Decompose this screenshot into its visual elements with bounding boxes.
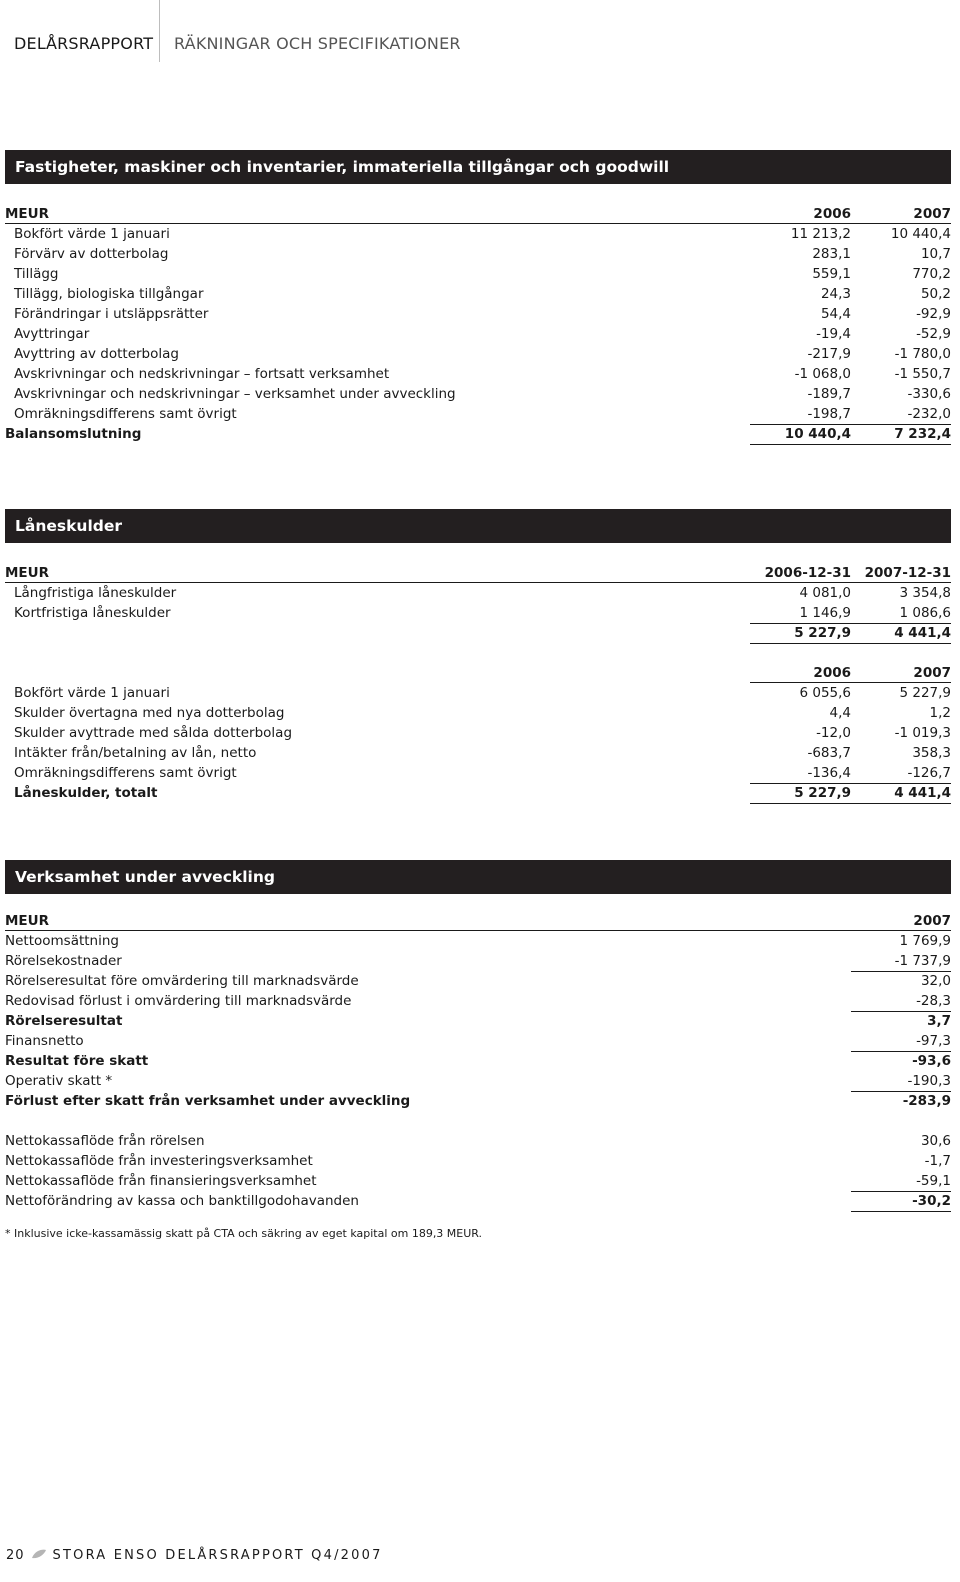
spacer [5,1111,951,1131]
table-row: Finansnetto -97,3 [5,1033,951,1049]
table-row: Tillägg 559,1 770,2 [14,266,951,282]
header-section: DELÅRSRAPPORT [14,34,154,53]
loans-total-top-rule [750,783,951,784]
table-row: Avyttringar -19,4 -52,9 [14,326,951,342]
table-row: Skulder övertagna med nya dotterbolag 4,4 1,2 [14,705,951,721]
loans-col1: 2006-12-31 [764,565,851,581]
table-row: Skulder avyttrade med sålda dotterbolag -12,0 -1 019,3 [14,725,951,741]
loans-header-row [5,563,951,583]
ppe-total-top-rule [750,424,951,425]
ppe-total-label: Balansomslutning [5,426,142,442]
table-row: Rörelsekostnader -1 737,9 [5,953,951,969]
loans-header-row-2 [5,663,951,683]
ppe-section-title: Fastigheter, maskiner och inventarier, immateriella tillgångar och goodwill [5,150,951,184]
table-row: Förändringar i utsläppsrätter 54,4 -92,9 [14,306,951,322]
table-row: Långfristiga låneskulder 4 081,0 3 354,8 [14,585,951,601]
ppe-unit: MEUR [5,206,50,222]
ppe-col1: 2006 [813,206,851,222]
table-row: Rörelseresultat 3,7 [5,1013,951,1029]
table-row: Intäkter från/betalning av lån, netto -683,7 358,3 [14,745,951,761]
loans-table [5,563,951,803]
table-row: Nettokassaflöde från investeringsverksamhet -1,7 [5,1153,951,1169]
loans-subtotal-top-rule [750,623,951,624]
table-row: Nettokassaflöde från rörelsen 30,6 [5,1133,951,1149]
discontinued-section-title: Verksamhet under avveckling [5,860,951,894]
leaf-icon [31,1548,47,1563]
table-row: Omräkningsdifferens samt övrigt -198,7 -232,0 [14,406,951,422]
loans-total-v1: 5 227,9 [794,785,851,801]
table-row: Avyttring av dotterbolag -217,9 -1 780,0 [14,346,951,362]
table-row: Bokfört värde 1 januari 6 055,6 5 227,9 [14,685,951,701]
table-row: Avskrivningar och nedskrivningar – verksamhet under avveckling -189,7 -330,6 [14,386,951,402]
ppe-col2: 2007 [913,206,951,222]
loans-col1b: 2006 [813,665,851,681]
ppe-total-v1: 10 440,4 [784,426,851,442]
ppe-table [5,204,951,444]
discontinued-unit: MEUR [5,913,50,929]
loans-subtotal-row [5,623,951,643]
table-row: Förvärv av dotterbolag 283,1 10,7 [14,246,951,262]
footer-text: STORA ENSO DELÅRSRAPPORT Q4/2007 [52,1548,383,1563]
loans-col2b: 2007 [913,665,951,681]
table-row: Operativ skatt * -190,3 [5,1073,951,1089]
ppe-total-v2: 7 232,4 [894,426,951,442]
footnote: * Inklusive icke-kassamässig skatt på CTA och säkring av eget kapital om 189,3 MEUR. [5,1227,483,1240]
table-row: Tillägg, biologiska tillgångar 24,3 50,2 [14,286,951,302]
table-row: Nettoomsättning 1 769,9 [5,933,951,949]
table-row: Resultat före skatt -93,6 [5,1053,951,1069]
table-row: Förlust efter skatt från verksamhet under avveckling -283,9 [5,1093,951,1109]
loans-unit: MEUR [5,565,50,581]
ppe-total-row [5,424,951,444]
underline-rule [851,1211,951,1212]
table-row: Avskrivningar och nedskrivningar – fortsatt verksamhet -1 068,0 -1 550,7 [14,366,951,382]
discontinued-col: 2007 [913,913,951,929]
table-row: Omräkningsdifferens samt övrigt -136,4 -126,7 [14,765,951,781]
loans-subtotal-v1: 5 227,9 [794,625,851,641]
discontinued-table [5,911,951,1211]
page-footer [6,1548,383,1563]
page-number: 20 [6,1548,25,1563]
discontinued-header-row [5,911,951,931]
loans-total-label: Låneskulder, totalt [14,785,158,801]
page-header [0,0,960,80]
table-row: Redovisad förlust i omvärdering till marknadsvärde -28,3 [5,993,951,1009]
loans-section-title: Låneskulder [5,509,951,543]
header-divider [159,0,160,62]
loans-subtotal-v2: 4 441,4 [894,625,951,641]
table-row: Bokfört värde 1 januari 11 213,2 10 440,4 [14,226,951,242]
ppe-header-row [5,204,951,224]
loans-total-bottom-rule [750,803,951,804]
loans-total-v2: 4 441,4 [894,785,951,801]
table-row: Kortfristiga låneskulder 1 146,9 1 086,6 [14,605,951,621]
loans-total-row [5,783,951,803]
ppe-total-bottom-rule [750,444,951,445]
table-row: Rörelseresultat före omvärdering till marknadsvärde 32,0 [5,973,951,989]
loans-col2: 2007-12-31 [864,565,951,581]
spacer [5,643,951,663]
table-row: Nettoförändring av kassa och banktillgodohavanden -30,2 [5,1193,951,1209]
table-row: Nettokassaflöde från finansieringsverksamhet -59,1 [5,1173,951,1189]
header-subsection: RÄKNINGAR OCH SPECIFIKATIONER [174,34,461,53]
